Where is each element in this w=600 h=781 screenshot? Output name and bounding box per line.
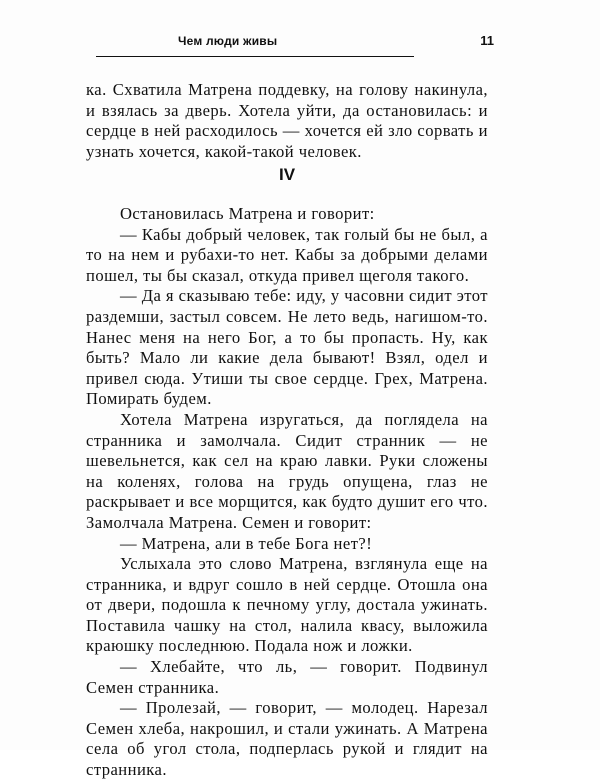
paragraph: — Да я сказываю тебе: иду, у часовни сидит этот раздемши, застыл совсем. Не лето ведь, нагишом-то. Нанес меня на него Бог, а то бы пропасть. Ну, как быть? Мало ли какие дела бывают! Взял, одел и привел сюда. Утиши ты свое сердце. Грех, Матрена. Помирать будем. bbox=[86, 286, 488, 409]
running-title: Чем люди живы bbox=[178, 34, 278, 48]
paragraph: — Хлебайте, что ль, — говорит. Подвинул Семен странника. bbox=[86, 657, 488, 697]
paragraph: Услыхала это слово Матрена, взглянула еще на странника, и вдруг сошло в ней сердце. Отошла она от двери, подошла к печному углу, достала ужинать. Поставила чашку на стол, налила квасу, выложила краюшку последнюю. Подала нож и ложки. bbox=[86, 554, 488, 656]
paragraph: Хотела Матрена изругаться, да поглядела на странника и замолчала. Сидит странник — не шевельнется, как сел на краю лавки. Руки сложены на коленях, голова на грудь опущена, глаз не раскрывает и все морщится, как будто душит его что. Замолчала Матрена. Семен и говорит: bbox=[86, 409, 488, 532]
page-header bbox=[96, 34, 494, 54]
continuation-paragraph: ка. Схватила Матрена поддевку, на голову накинула, и взялась за дверь. Хотела уйти, да остановилась: и сердце в ней расходилось — хочется ей зло сорвать и узнать хочется, какой-такой человек. bbox=[86, 80, 488, 161]
paragraph: — Матрена, али в тебе Бога нет?! bbox=[120, 533, 373, 553]
paragraph: — Пролезай, — говорит, — молодец. Нарезал Семен хлеба, накрошил, и стали ужинать. А Матрена села об угол стола, подперлась рукой и глядит на странника. bbox=[86, 698, 488, 780]
header-rule bbox=[96, 56, 414, 57]
continuation-block bbox=[86, 80, 488, 162]
chapter-heading: IV bbox=[278, 165, 296, 184]
chapter-text bbox=[86, 204, 488, 781]
paragraph: Остановилась Матрена и говорит: bbox=[120, 204, 375, 223]
paragraph: — Кабы добрый человек, так голый бы не был, а то на нем и рубахи-то нет. Кабы за добрыми делами пошел, ты бы сказал, откуда привел щеголя такого. bbox=[86, 224, 488, 285]
page-number: 11 bbox=[480, 33, 494, 48]
